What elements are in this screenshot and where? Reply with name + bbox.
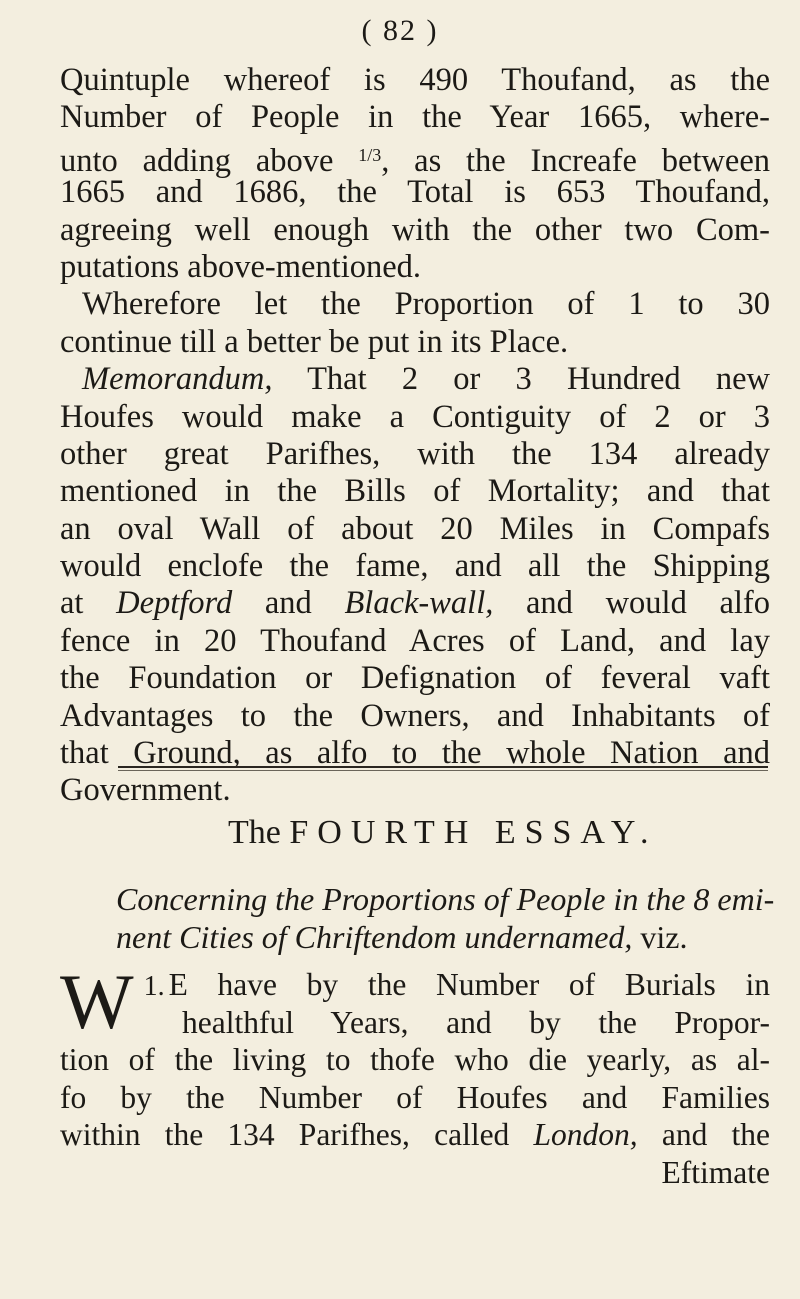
text-line: Memorandum, That 2 or 3 Hundred new <box>82 361 770 398</box>
section-divider <box>118 766 768 768</box>
memorandum-label: Memorandum, <box>82 361 273 398</box>
text-line: the Foundation or Defignation of feveral vaft <box>60 660 770 697</box>
text-line: 1. W E have by the Number of Burials in <box>60 958 770 1045</box>
text-line: Government. <box>60 772 231 809</box>
text-line: other great Parifhes, with the 134 already <box>60 435 770 472</box>
essay-heading: The FOURTH ESSAY. <box>228 814 658 851</box>
text-line: tion of the living to thofe who die yearly, as al- <box>60 1042 770 1078</box>
text-line: would enclofe the fame, and all the Shipping <box>60 548 770 585</box>
text-line: continue till a better be put in its Place. <box>60 323 569 360</box>
catchword: Eftimate <box>661 1154 770 1190</box>
text-line: that Ground, as alfo to the whole Nation and <box>60 735 770 772</box>
text-line: Advantages to the Owners, and Inhabitants of <box>60 697 770 734</box>
text-line: unto adding above $^{1/3}$, as the Increafe between <box>60 142 770 179</box>
text-line: Number of People in the Year 1665, where- <box>60 99 770 136</box>
text-line: mentioned in the Bills of Mortality; and that <box>60 473 770 510</box>
section-divider-thin <box>118 770 768 771</box>
text-line: within the 134 Parifhes, called London, and the <box>60 1117 771 1153</box>
page-number: ( 82 ) <box>361 14 439 47</box>
text-line: healthful Years, and by the Propor- <box>182 1004 770 1040</box>
text-line: Quintuple whereof is 490 Thoufand, as the <box>60 62 770 98</box>
text-line: fence in 20 Thoufand Acres of Land, and lay <box>60 622 770 659</box>
text-line: 1665 and 1686, the Total is 653 Thoufand, <box>60 174 770 211</box>
text-line: putations above-mentioned. <box>60 248 422 285</box>
section-number: 1. <box>143 971 165 1002</box>
text-line: fo by the Number of Houfes and Families <box>60 1079 770 1115</box>
main-text <box>60 62 770 810</box>
essay-paragraph <box>60 958 771 1192</box>
text-line: agreeing well enough with the other two Com- <box>60 211 770 248</box>
text-line: at Deptford and Black-wall, and would alfo <box>60 585 770 622</box>
drop-cap: W <box>60 958 134 1045</box>
fraction: 1/3 <box>358 144 382 165</box>
text-line: an oval Wall of about 20 Miles in Compafs <box>60 510 770 547</box>
text-line: Wherefore let the Proportion of 1 to 30 <box>82 286 770 323</box>
text-line: Houfes would make a Contiguity of 2 or 3 <box>60 398 770 435</box>
essay-subtitle: Concerning the Proportions of People in the 8 emi- nent Cities of Chriftendom undernamed, viz. <box>116 881 775 955</box>
